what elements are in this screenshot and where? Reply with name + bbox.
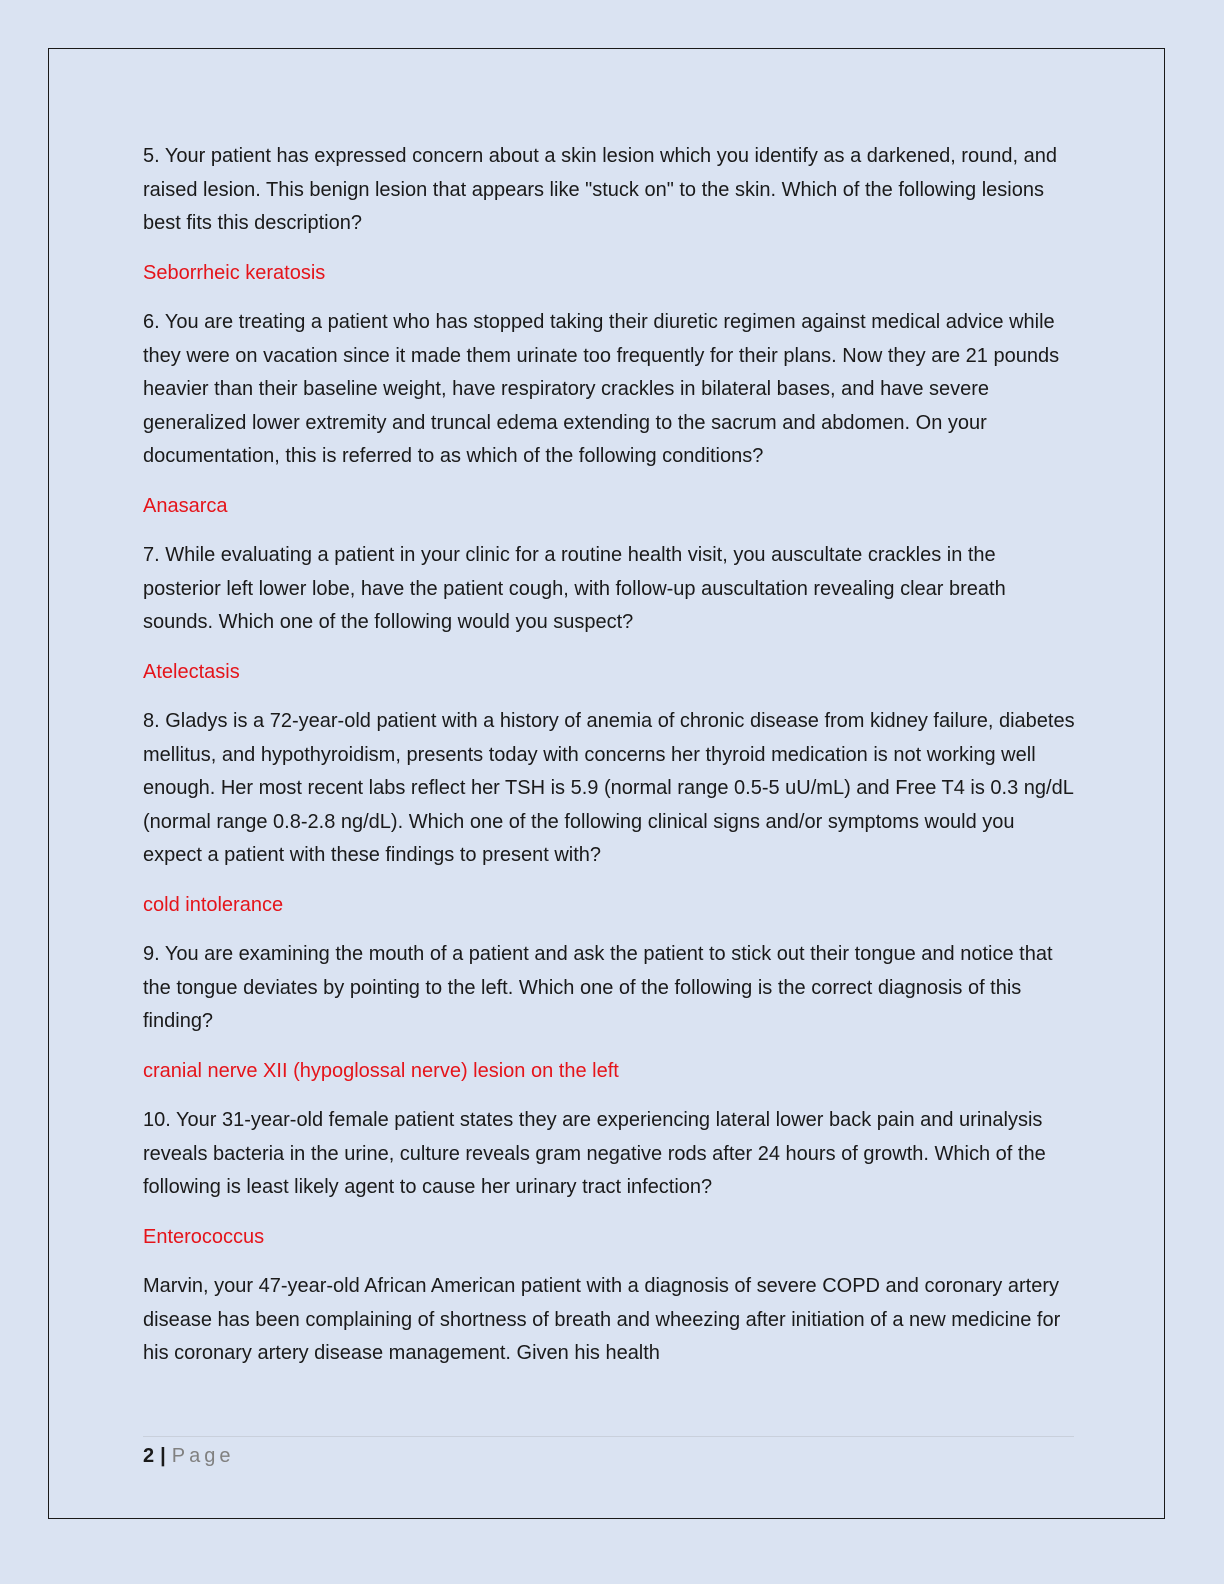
question-7: 7. While evaluating a patient in your clinic for a routine health visit, you auscultate crackles in the posterior left lower lobe, have the patient cough, with follow-up auscultation revealing clear breath sounds. Which one of the following would you suspect?	[143, 544, 1006, 633]
answer-5: Seborrheic keratosis	[143, 261, 326, 284]
document-body	[143, 140, 1078, 1387]
question-6: 6. You are treating a patient who has stopped taking their diuretic regimen against medical advice while they were on vacation since it made them urinate too frequently for their plans. Now they are 21 pounds heavier than their baseline weight, have respiratory crackles in bilateral bases, and have severe generalized lower extremity and truncal edema extending to the sacrum and abdomen. On your documentation, this is referred to as which of the following conditions?	[143, 311, 1060, 467]
answer-6: Anasarca	[143, 494, 228, 517]
question-11-partial: Marvin, your 47-year-old African American patient with a diagnosis of severe COPD and coronary artery disease has been complaining of shortness of breath and wheezing after initiation of a new medicine for his coronary artery disease management. Given his health	[143, 1275, 1061, 1364]
question-9: 9. You are examining the mouth of a patient and ask the patient to stick out their tongue and notice that the tongue deviates by pointing to the left. Which one of the following is the correct diagnosis of this finding?	[143, 943, 1053, 1032]
answer-10: Enterococcus	[143, 1225, 265, 1248]
answer-9: cranial nerve XII (hypoglossal nerve) lesion on the left	[143, 1059, 619, 1082]
page-footer	[143, 1436, 1074, 1471]
footer-separator: |	[160, 1445, 166, 1467]
page-label: Page	[171, 1445, 235, 1467]
question-8: 8. Gladys is a 72-year-old patient with a history of anemia of chronic disease from kidney failure, diabetes mellitus, and hypothyroidism, presents today with concerns her thyroid medication is not working well enough. Her most recent labs reflect her TSH is 5.9 (normal range 0.5-5 uU/mL) and Free T4 is 0.3 ng/dL (normal range 0.8-2.8 ng/dL). Which one of the following clinical signs and/or symptoms would you expect a patient with these findings to present with?	[143, 710, 1075, 866]
page-number: 2	[143, 1445, 155, 1467]
answer-8: cold intolerance	[143, 893, 284, 916]
question-5: 5. Your patient has expressed concern about a skin lesion which you identify as a darkened, round, and raised lesion. This benign lesion that appears like "stuck on" to the skin. Which of the following lesions best fits this description?	[143, 145, 1057, 234]
question-10: 10. Your 31-year-old female patient states they are experiencing lateral lower back pain and urinalysis reveals bacteria in the urine, culture reveals gram negative rods after 24 hours of growth. Which of the following is least likely agent to cause her urinary tract infection?	[143, 1109, 1046, 1198]
answer-7: Atelectasis	[143, 660, 240, 683]
